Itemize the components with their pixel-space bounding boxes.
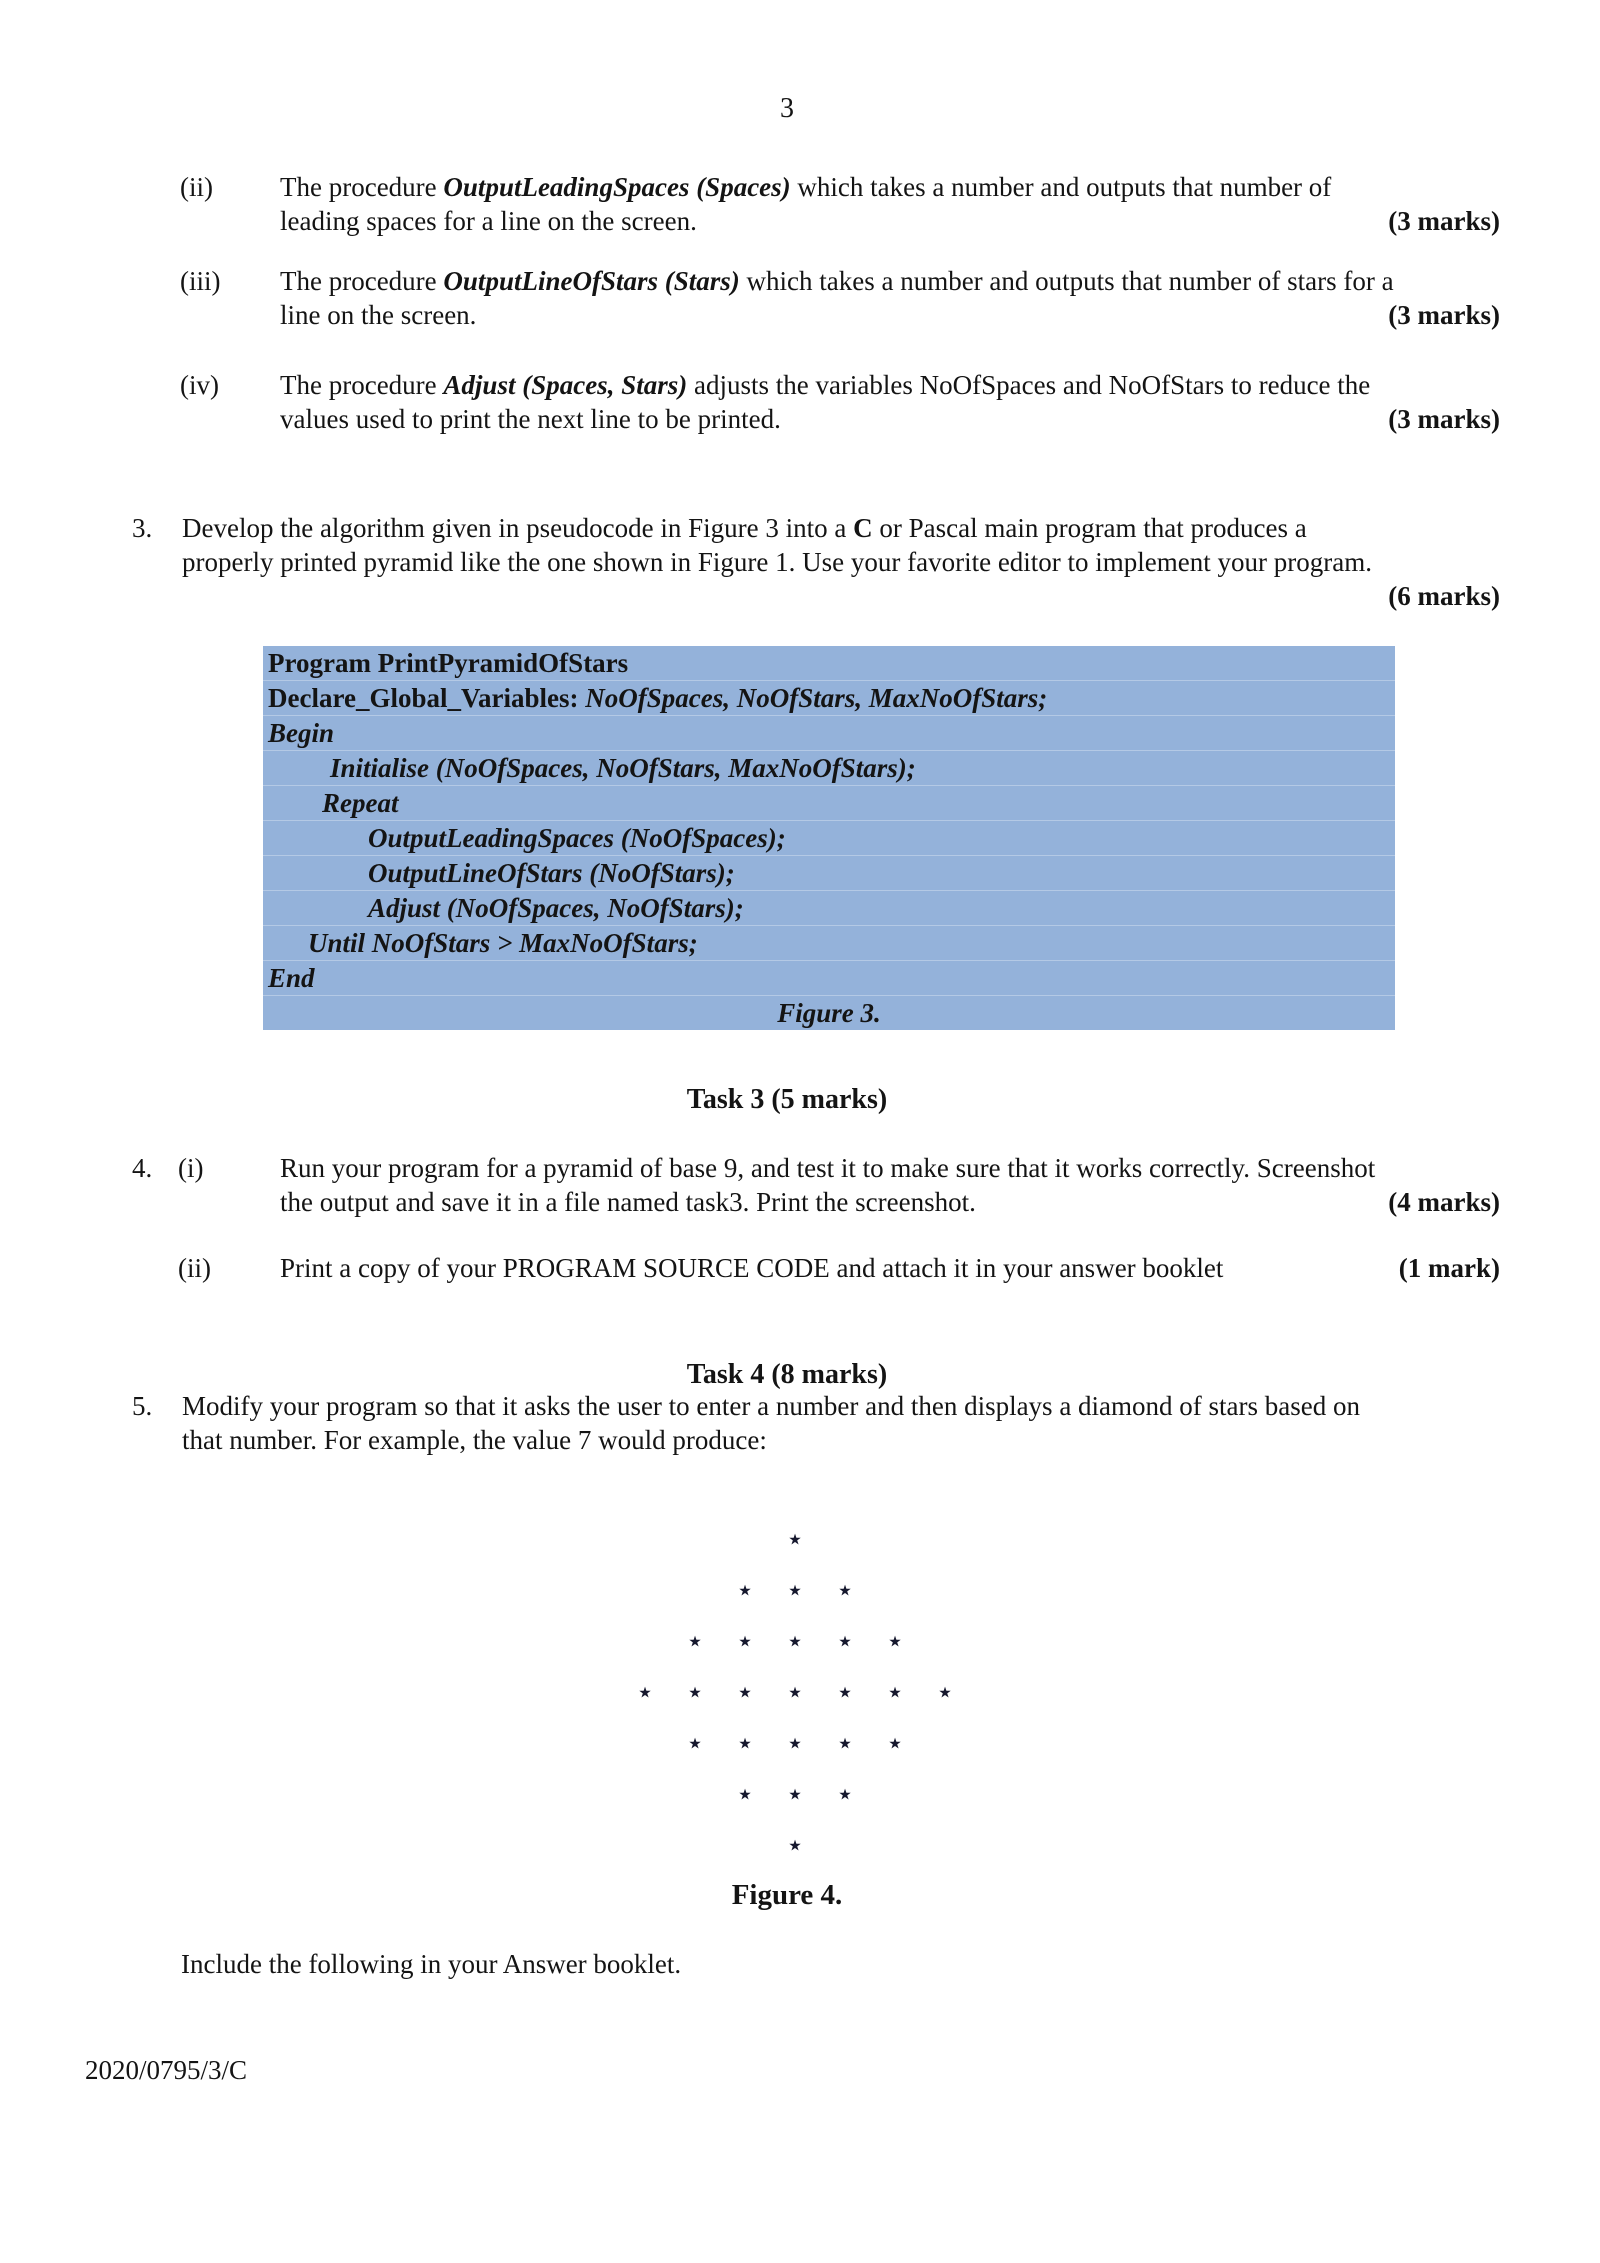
star-icon: ⋆ bbox=[885, 1675, 905, 1710]
question-text-line2: that number. For example, the value 7 would produce: bbox=[182, 1425, 767, 1455]
item-label: (i) bbox=[178, 1153, 204, 1183]
question-text: Modify your program so that it asks the user to enter a number and then displays a diamond of stars based on bbox=[182, 1391, 1360, 1421]
star-row bbox=[670, 1718, 920, 1769]
pseudocode-line: End bbox=[263, 961, 1395, 996]
star-icon: ⋆ bbox=[785, 1777, 805, 1812]
question-4-item-ii bbox=[132, 1251, 1500, 1285]
question-5 bbox=[132, 1389, 1500, 1457]
star-row bbox=[770, 1514, 820, 1565]
star-row bbox=[620, 1667, 970, 1718]
star-icon: ⋆ bbox=[885, 1624, 905, 1659]
marks-badge: (3 marks) bbox=[1388, 404, 1500, 434]
star-row bbox=[720, 1769, 870, 1820]
pseudocode-line: Declare_Global_Variables: NoOfSpaces, NoOfStars, MaxNoOfStars; bbox=[263, 681, 1395, 716]
star-icon: ⋆ bbox=[735, 1624, 755, 1659]
star-icon: ⋆ bbox=[735, 1726, 755, 1761]
item-label: (ii) bbox=[178, 1253, 211, 1283]
item-text: Print a copy of your PROGRAM SOURCE CODE and attach it in your answer booklet bbox=[280, 1253, 1224, 1283]
page-number: 3 bbox=[780, 93, 794, 124]
star-icon: ⋆ bbox=[835, 1624, 855, 1659]
procedure-item-iv bbox=[180, 368, 1500, 436]
star-icon: ⋆ bbox=[735, 1675, 755, 1710]
item-text-line2: leading spaces for a line on the screen. bbox=[280, 206, 697, 236]
question-number: 5. bbox=[132, 1391, 153, 1421]
task4-heading: Task 4 (8 marks) bbox=[686, 1359, 888, 1390]
marks-badge: (4 marks) bbox=[1388, 1187, 1500, 1217]
star-icon: ⋆ bbox=[685, 1726, 705, 1761]
star-row bbox=[770, 1820, 820, 1871]
figure3-box bbox=[263, 646, 1395, 1030]
item-text: The procedure Adjust (Spaces, Stars) adjusts the variables NoOfSpaces and NoOfStars to reduce the bbox=[280, 370, 1371, 400]
star-icon: ⋆ bbox=[685, 1624, 705, 1659]
star-icon: ⋆ bbox=[785, 1726, 805, 1761]
question-text: Develop the algorithm given in pseudocode in Figure 3 into a C or Pascal main program that produces a bbox=[182, 513, 1307, 543]
question-number: 4. bbox=[132, 1153, 153, 1183]
pseudocode-line: Until NoOfStars > MaxNoOfStars; bbox=[263, 926, 1395, 961]
procedure-name: Adjust (Spaces, Stars) bbox=[443, 370, 688, 400]
pseudocode-line: OutputLineOfStars (NoOfStars); bbox=[263, 856, 1395, 891]
pseudocode-line: Begin bbox=[263, 716, 1395, 751]
pseudocode-line: OutputLeadingSpaces (NoOfSpaces); bbox=[263, 821, 1395, 856]
procedure-item-iii bbox=[180, 264, 1500, 332]
star-icon: ⋆ bbox=[785, 1828, 805, 1863]
question-3 bbox=[132, 511, 1500, 613]
figure4-caption: Figure 4. bbox=[731, 1879, 843, 1911]
pseudocode-line: Repeat bbox=[263, 786, 1395, 821]
pseudocode-line: Initialise (NoOfSpaces, NoOfStars, MaxNoOfStars); bbox=[263, 751, 1395, 786]
question-4-item-i bbox=[132, 1151, 1500, 1219]
item-text: The procedure OutputLineOfStars (Stars) which takes a number and outputs that number of stars for a bbox=[280, 266, 1394, 296]
star-icon: ⋆ bbox=[835, 1726, 855, 1761]
star-icon: ⋆ bbox=[785, 1573, 805, 1608]
star-icon: ⋆ bbox=[785, 1624, 805, 1659]
procedure-name: OutputLeadingSpaces (Spaces) bbox=[443, 172, 791, 202]
item-text-line2: values used to print the next line to be printed. bbox=[280, 404, 781, 434]
star-icon: ⋆ bbox=[835, 1777, 855, 1812]
star-icon: ⋆ bbox=[735, 1573, 755, 1608]
footer-reference: 2020/0795/3/C bbox=[85, 2055, 248, 2085]
task3-heading: Task 3 (5 marks) bbox=[686, 1084, 888, 1115]
star-diamond bbox=[0, 1514, 1590, 1871]
item-label: (iv) bbox=[180, 370, 219, 400]
closing-note: Include the following in your Answer booklet. bbox=[181, 1949, 682, 1979]
star-icon: ⋆ bbox=[635, 1675, 655, 1710]
procedure-name: OutputLineOfStars (Stars) bbox=[443, 266, 740, 296]
marks-badge: (3 marks) bbox=[1388, 300, 1500, 330]
marks-badge: (1 mark) bbox=[1398, 1253, 1500, 1283]
star-row bbox=[670, 1616, 920, 1667]
star-icon: ⋆ bbox=[785, 1522, 805, 1557]
item-label: (iii) bbox=[180, 266, 221, 296]
figure3-caption: Figure 3. bbox=[777, 998, 881, 1028]
marks-badge: (6 marks) bbox=[1388, 581, 1500, 611]
item-text: The procedure OutputLeadingSpaces (Spaces) which takes a number and outputs that number of bbox=[280, 172, 1332, 202]
figure3-code bbox=[263, 646, 1395, 996]
pseudocode-line: Adjust (NoOfSpaces, NoOfStars); bbox=[263, 891, 1395, 926]
star-row bbox=[720, 1565, 870, 1616]
star-icon: ⋆ bbox=[835, 1675, 855, 1710]
star-icon: ⋆ bbox=[885, 1726, 905, 1761]
marks-badge: (3 marks) bbox=[1388, 206, 1500, 236]
question-text-line2: properly printed pyramid like the one shown in Figure 1. Use your favorite editor to implement your program. bbox=[182, 547, 1372, 577]
star-icon: ⋆ bbox=[785, 1675, 805, 1710]
item-text-line2: line on the screen. bbox=[280, 300, 477, 330]
procedure-item-ii bbox=[180, 170, 1500, 238]
item-text: Run your program for a pyramid of base 9, and test it to make sure that it works correctly. Screenshot bbox=[280, 1153, 1376, 1183]
question-number: 3. bbox=[132, 513, 153, 543]
star-icon: ⋆ bbox=[835, 1573, 855, 1608]
star-icon: ⋆ bbox=[935, 1675, 955, 1710]
star-icon: ⋆ bbox=[685, 1675, 705, 1710]
item-label: (ii) bbox=[180, 172, 213, 202]
pseudocode-line: Program PrintPyramidOfStars bbox=[263, 646, 1395, 681]
item-text-line2: the output and save it in a file named task3. Print the screenshot. bbox=[280, 1187, 976, 1217]
star-icon: ⋆ bbox=[735, 1777, 755, 1812]
